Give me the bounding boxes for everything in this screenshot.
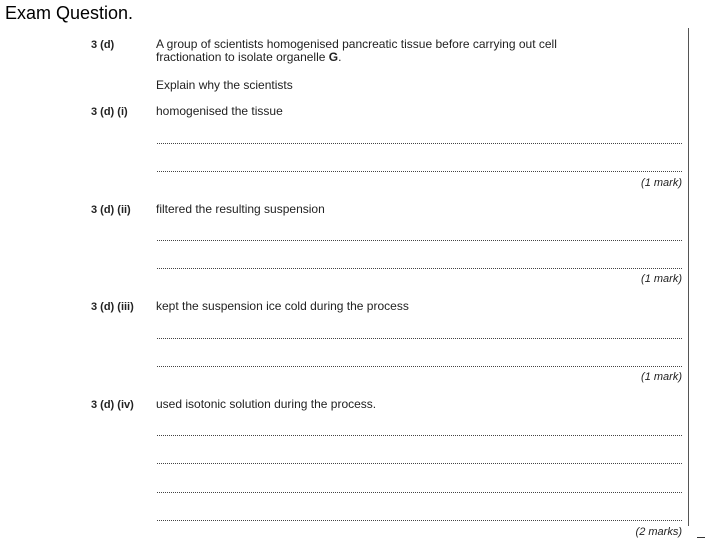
part-i-marks: (1 mark) [641,177,682,189]
part-iv-text: used isotonic solution during the process. [156,397,377,411]
part-ii-number: 3 (d) (ii) [91,204,131,216]
question-number: 3 (d) [91,39,115,51]
part-iv-marks: (2 marks) [635,526,682,538]
part-iii-marks: (1 mark) [641,371,682,383]
answer-line[interactable] [157,171,682,172]
part-i-text: homogenised the tissue [156,104,283,118]
answer-line[interactable] [157,268,682,269]
part-i-number: 3 (d) (i) [91,106,128,118]
stem-line-1: A group of scientists homogenised pancreatic tissue before carrying out cell [156,37,557,51]
stem-line-2: fractionation to isolate organelle G. [156,50,342,64]
answer-line[interactable] [157,338,682,339]
part-ii-marks: (1 mark) [641,273,682,285]
answer-line[interactable] [157,366,682,367]
question-stem [156,38,676,64]
part-ii-text: filtered the resulting suspension [156,202,325,216]
answer-line[interactable] [157,143,682,144]
organelle-label: G [328,50,339,64]
margin-line [688,28,689,526]
answer-line[interactable] [157,435,682,436]
answer-line[interactable] [157,463,682,464]
corner-mark [697,537,705,538]
question-prompt: Explain why the scientists [156,78,293,92]
part-iv-number: 3 (d) (iv) [91,399,134,411]
slide-title: Exam Question. [5,3,134,23]
answer-line[interactable] [157,240,682,241]
answer-line[interactable] [157,492,682,493]
part-iii-text: kept the suspension ice cold during the process [156,299,409,313]
answer-line[interactable] [157,520,682,521]
part-iii-number: 3 (d) (iii) [91,301,134,313]
